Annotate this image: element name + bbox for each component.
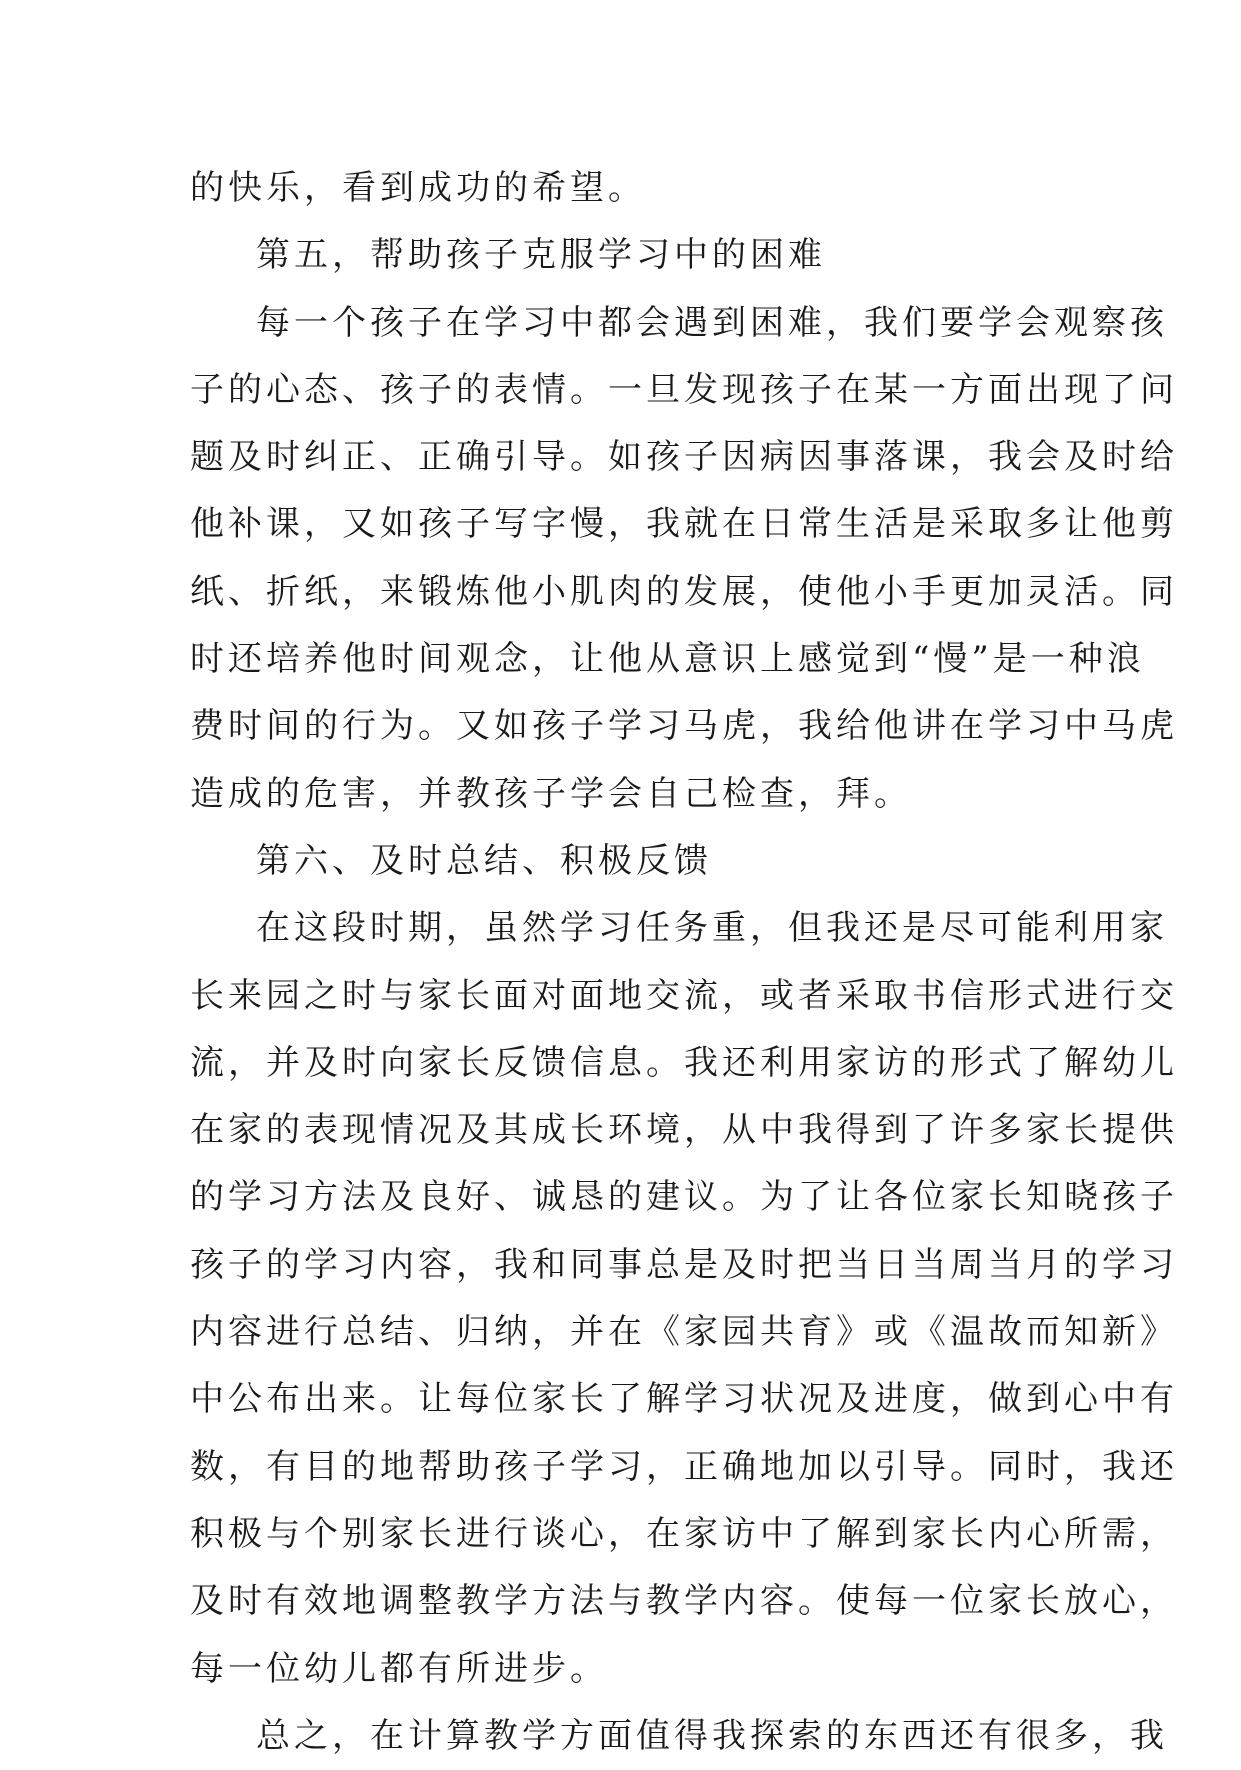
text-line: 孩子的学习内容，我和同事总是及时把当日当周当月的学习 xyxy=(190,1244,1178,1285)
text-line: 总之，在计算教学方面值得我探索的东西还有很多，我 xyxy=(256,1715,1168,1756)
text-line: 积极与个别家长进行谈心，在家访中了解到家长内心所需， xyxy=(190,1513,1178,1554)
text-line: 费时间的行为。又如孩子学习马虎，我给他讲在学习中马虎 xyxy=(190,706,1178,747)
text-line: 第五，帮助孩子克服学习中的困难 xyxy=(256,235,826,276)
text-line: 每一位幼儿都有所进步。 xyxy=(190,1648,608,1689)
text-line: 长来园之时与家长面对面地交流，或者采取书信形式进行交 xyxy=(190,975,1178,1016)
text-line: 及时有效地调整教学方法与教学内容。使每一位家长放心， xyxy=(190,1581,1178,1622)
text-line: 题及时纠正、正确引导。如孩子因病因事落课，我会及时给 xyxy=(190,437,1178,478)
body-text xyxy=(190,155,1178,1770)
text-line: 纸、折纸，来锻炼他小肌肉的发展，使他小手更加灵活。同 xyxy=(190,571,1178,612)
text-line: 时还培养他时间观念，让他从意识上感觉到“慢”是一种浪 xyxy=(190,639,1145,680)
text-line: 中公布出来。让每位家长了解学习状况及进度，做到心中有 xyxy=(190,1379,1178,1420)
text-line: 造成的危害，并教孩子学会自己检查，拜。 xyxy=(190,773,912,814)
text-line: 的快乐，看到成功的希望。 xyxy=(190,168,646,208)
text-line: 的学习方法及良好、诚恳的建议。为了让各位家长知晓孩子 xyxy=(190,1177,1178,1218)
text-line: 第六、及时总结、积极反馈 xyxy=(256,840,712,881)
text-line: 在这段时期，虽然学习任务重，但我还是尽可能利用家 xyxy=(256,908,1168,949)
text-line: 每一个孩子在学习中都会遇到困难，我们要学会观察孩 xyxy=(256,302,1168,343)
text-line: 数，有目的地帮助孩子学习，正确地加以引导。同时，我还 xyxy=(190,1446,1178,1487)
text-line: 内容进行总结、归纳，并在《家园共育》或《温故而知新》 xyxy=(190,1312,1178,1353)
text-line: 他补课，又如孩子写字慢，我就在日常生活是采取多让他剪 xyxy=(190,504,1178,545)
text-line: 子的心态、孩子的表情。一旦发现孩子在某一方面出现了问 xyxy=(190,369,1178,410)
text-line: 流，并及时向家长反馈信息。我还利用家访的形式了解幼儿 xyxy=(190,1042,1178,1083)
text-line: 在家的表现情况及其成长环境，从中我得到了许多家长提供 xyxy=(190,1110,1178,1151)
